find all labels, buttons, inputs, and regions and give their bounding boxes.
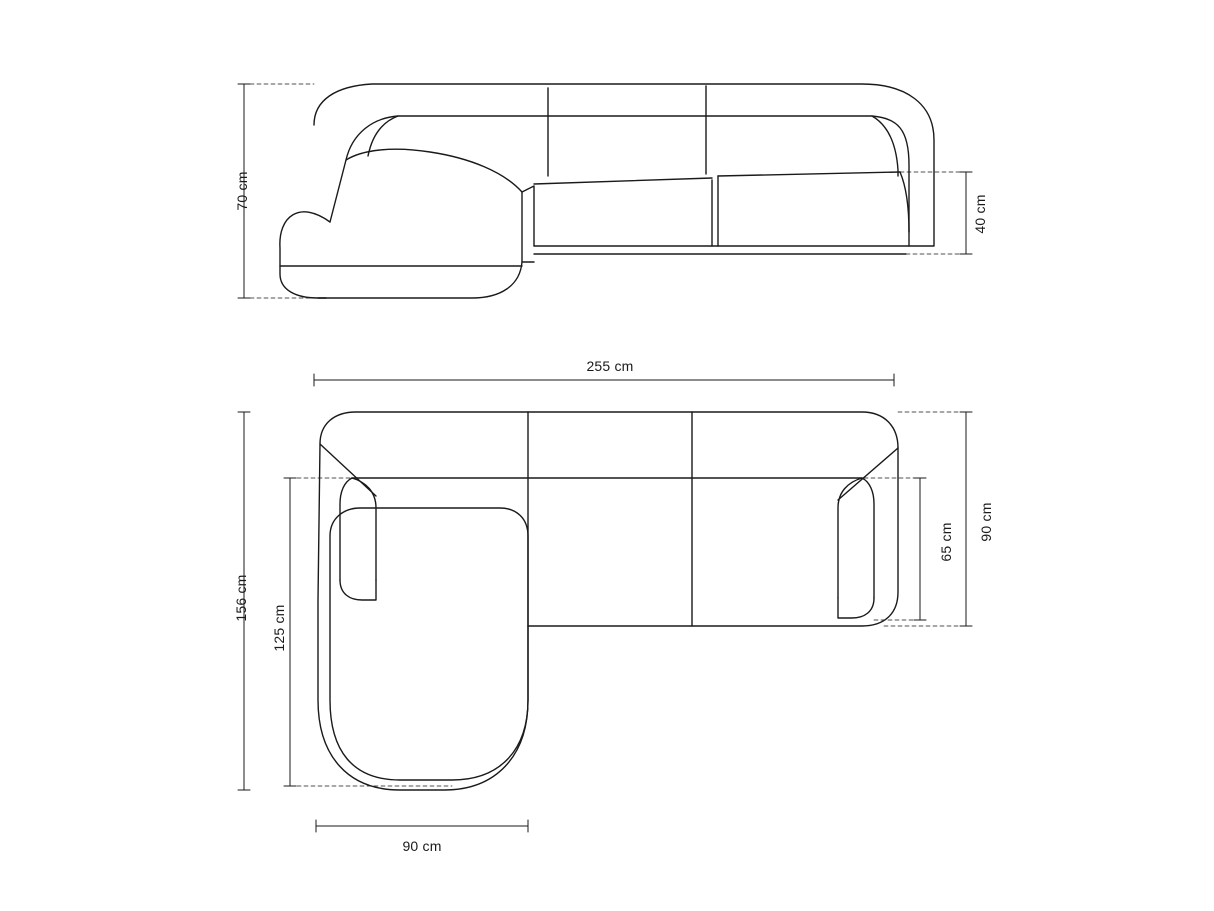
dim-depth-seat	[914, 478, 926, 620]
dim-width-chaise	[316, 820, 528, 832]
front-elevation-drawing	[280, 84, 934, 298]
dim-seat-height	[960, 172, 972, 254]
dim-label-width-total: 255 cm	[586, 358, 634, 374]
dim-label-depth-total: 156 cm	[233, 574, 249, 622]
dim-label-depth-seat: 65 cm	[938, 522, 954, 562]
dim-label-depth-chaise: 125 cm	[271, 604, 287, 652]
dim-label-width-chaise: 90 cm	[402, 838, 442, 854]
dim-width-total	[314, 374, 894, 386]
dim-label-depth-sofa: 90 cm	[978, 502, 994, 542]
dim-depth-sofa	[960, 412, 972, 626]
top-plan-drawing	[318, 412, 898, 790]
dim-label-height-total: 70 cm	[234, 171, 250, 211]
dim-depth-chaise-extension	[290, 478, 918, 786]
dim-seat-height-extension	[900, 172, 966, 254]
dim-label-seat-height: 40 cm	[972, 194, 988, 234]
